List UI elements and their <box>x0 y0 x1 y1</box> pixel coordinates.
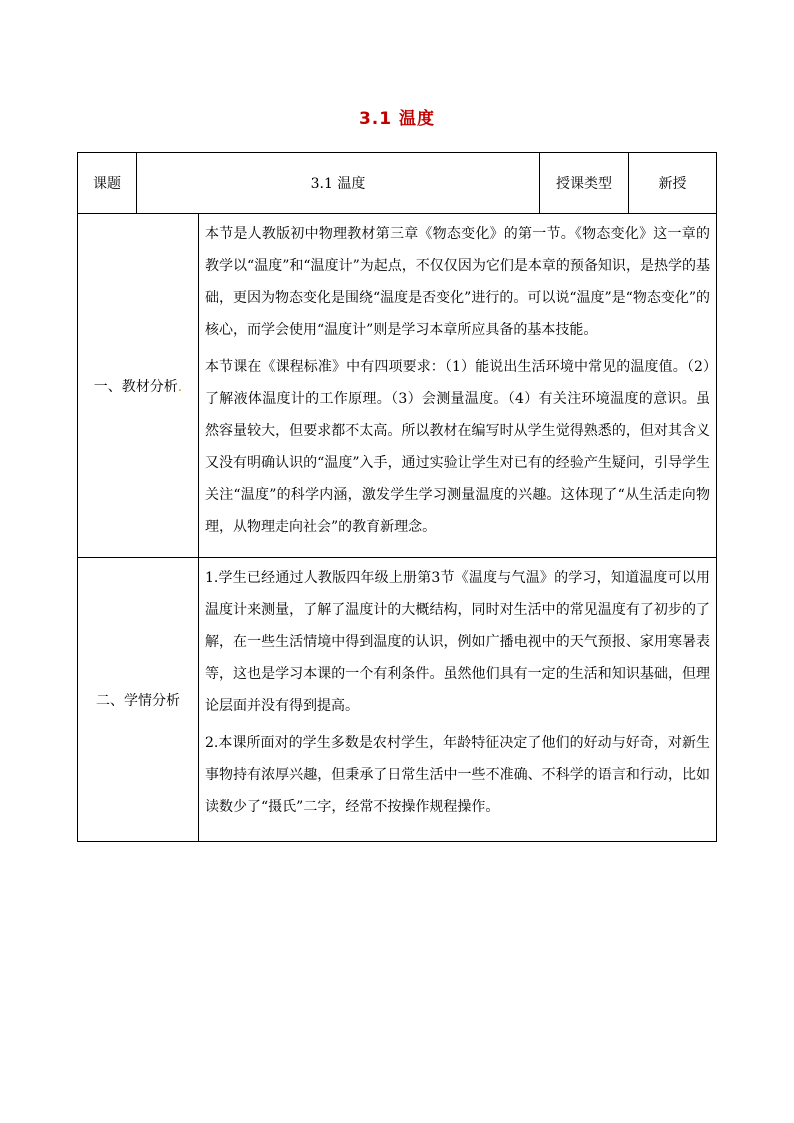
header-row <box>78 153 717 214</box>
topic-value: 3.1 温度 <box>137 153 540 214</box>
lesson-type-value: 新授 <box>629 153 717 214</box>
page-title: 3.1 温度 <box>358 109 436 129</box>
paragraph: 1.学生已经通过人教版四年级上册第3节《温度与气温》的学习，知道温度可以用温度计来测量，了解了温度计的大概结构，同时对生活中的常见温度有了初步的了解，在一些生活情境中得到温度的认识，例如广播电视中的天气预报、家用寒暑表等，这也是学习本课的一个有利条件。虽然他们具有一定的生活和知识基础，但理论层面并没有得到提高。 <box>205 570 710 714</box>
section-row-textbook <box>78 214 717 558</box>
section-body-students <box>199 558 717 842</box>
marker-dot: . <box>177 378 183 395</box>
section-label-students: 二、学情分析 <box>78 558 199 842</box>
label-lesson-type: 授课类型 <box>540 153 629 214</box>
lesson-plan-table <box>77 152 717 842</box>
section-label-text: 一、教材分析 <box>93 378 178 395</box>
section-label-textbook <box>78 214 199 558</box>
paragraph: 本节课在《课程标准》中有四项要求：（1）能说出生活环境中常见的温度值。（2）了解液体温度计的工作原理。（3）会测量温度。（4）有关注环境温度的意识。虽然容量较大，但要求都不太高。所以教材在编写时从学生觉得熟悉的，但对其含义又没有明确认识的“温度”入手，通过实验让学生对已有的经验产生疑问，引导学生关注“温度”的科学内涵，激发学生学习测量温度的兴趣。这体现了“从生活走向物理，从物理走向社会”的教育新理念。 <box>205 359 710 535</box>
section-row-students <box>78 558 717 842</box>
section-body-textbook <box>199 214 717 558</box>
paragraph: 2.本课所面对的学生多数是农村学生，年龄特征决定了他们的好动与好奇，对新生事物持有浓厚兴趣，但秉承了日常生活中一些不准确、不科学的语言和行动，比如读数少了“摄氏”二字，经常不按操作规程操作。 <box>205 735 710 815</box>
label-keti: 课题 <box>78 153 137 214</box>
paragraph: 本节是人教版初中物理教材第三章《物态变化》的第一节。《物态变化》这一章的教学以“温度”和“温度计”为起点，不仅仅因为它们是本章的预备知识，是热学的基础，更因为物态变化是围绕“温度是否变化”进行的。可以说“温度”是“物态变化”的核心，而学会使用“温度计”则是学习本章所应具备的基本技能。 <box>205 226 710 338</box>
